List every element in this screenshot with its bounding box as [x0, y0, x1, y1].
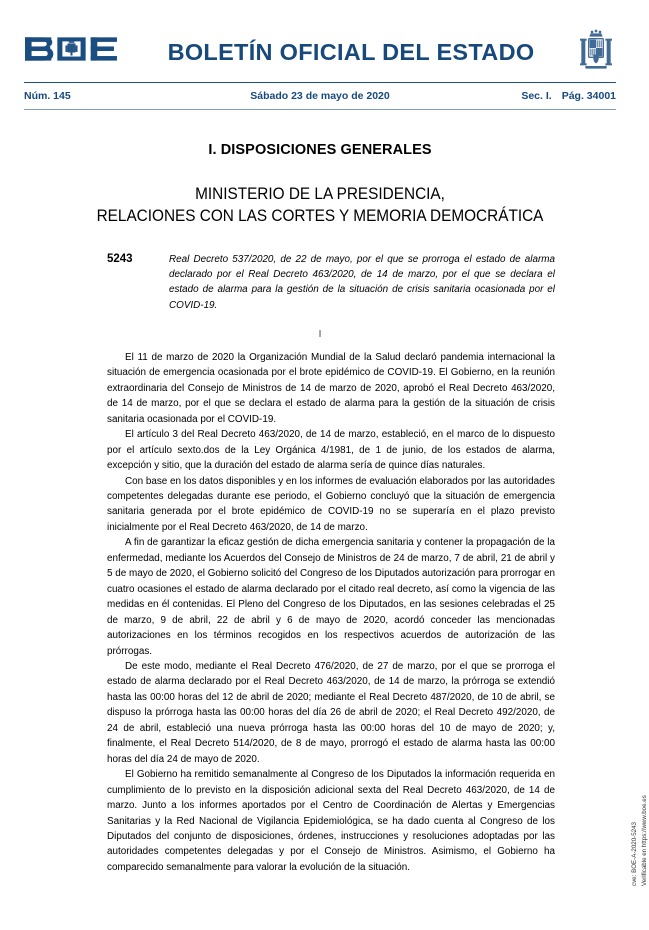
- section-and-page: [456, 90, 616, 102]
- body-paragraph: A fin de garantizar la eficaz gestión de dicha emergencia sanitaria y contener la propagación de la enfermedad, mediante los Acuerdos del Consejo de Ministros de 24 de marzo, 7 de abril, 21 de abril y 5 de mayo de 2020, el Gobierno solicitó del Congreso de los Diputados autorización para prorrogar en cuatro ocasiones el estado de alarma declarado por el citado real decreto, así como la vigencia de las medidas en él contenidas. El Pleno del Congreso de los Diputados, en las sesiones celebradas el 25 de marzo, 9 de abril, 22 de abril y 6 de mayo de 2020, acordó conceder las mencionadas autorizaciones en los términos recogidos en los respectivos acuerdos de autorización de las prórrogas.: [107, 537, 555, 657]
- page-label: Pág. 34001: [561, 90, 616, 102]
- decree-number: 5243: [107, 252, 133, 265]
- ministry-line-2: RELACIONES CON LAS CORTES Y MEMORIA DEMOCRÁTICA: [96, 206, 544, 225]
- masthead: [24, 26, 616, 78]
- masthead-rule-bottom: [24, 109, 616, 110]
- cve-verification-block: [608, 706, 648, 886]
- body-paragraph: Con base en los datos disponibles y en los informes de evaluación elaborados por las autoridades competentes delegadas durante ese periodo, el Gobierno concluyó que la situación de emergencia sanitaria generada por el brote epidémico de COVID-19 no se superaría en el plazo previsto inicialmente por el Real Decreto 463/2020, de 14 de marzo.: [107, 475, 555, 533]
- body-paragraph: De este modo, mediante el Real Decreto 476/2020, de 27 de marzo, por el que se prorroga el estado de alarma declarado por el Real Decreto 463/2020, de 14 de marzo, la prórroga se extendió hasta las 00:00 horas del 12 de abril de 2020; mediante el Real Decreto 487/2020, de 10 de abril, se dispuso la prórroga hasta las 00:00 horas del día 26 de abril de 2020; el Real Decreto 492/2020, de 24 de abril, estableció una nueva prórroga hasta las 00:00 horas del 10 de mayo de 2020; y, finalmente, el Real Decreto 514/2020, de 8 de mayo, prorrogó el estado de alarma hasta las 00:00 horas del día 24 de mayo de 2020.: [107, 660, 555, 765]
- body-paragraph: El Gobierno ha remitido semanalmente al Congreso de los Diputados la información requerida en cumplimiento de lo previsto en la disposición adicional sexta del Real Decreto 463/2020, de 14 de marzo. Junto a los informes aportados por el Centro de Coordinación de Alertas y Emergencias Sanitarias y la Red Nacional de Vigilancia Epidemiológica, se ha dado cuenta al Congreso de los Diputados del conjunto de disposiciones, órdenes, instrucciones y resoluciones adoptadas por las autoridades competentes delegadas y por el Consejo de Ministros. Asimismo, el Gobierno ha comparecido semanalmente para valorar la evolución de la situación.: [107, 769, 555, 873]
- decree-title: Real Decreto 537/2020, de 22 de mayo, por el que se prorroga el estado de alarma declarado por el Real Decreto 463/2020, de 14 de marzo, por el que se declara el estado de alarma para la gestión de la situación de crisis sanitaria ocasionada por el COVID-19.: [169, 253, 555, 311]
- ministry-line-1: MINISTERIO DE LA PRESIDENCIA,: [195, 185, 445, 203]
- body-paragraph: El artículo 3 del Real Decreto 463/2020, de 14 de marzo, estableció, en el marco de lo dispuesto por el artículo sexto.dos de la Ley Orgánica 4/1981, de 1 de junio, de los estados de alarma, excepción y sitio, que la duración del estado de alarma sería de quince días naturales.: [107, 429, 555, 472]
- ministry-heading: [60, 184, 581, 228]
- document-info-bar: [24, 83, 616, 109]
- spain-coat-of-arms-icon: [576, 28, 616, 76]
- masthead-title: BOLETÍN OFICIAL DEL ESTADO: [167, 38, 535, 65]
- roman-numeral-divider: I: [318, 328, 322, 340]
- decree-header: [107, 252, 555, 313]
- issue-number: Núm. 145: [24, 90, 71, 102]
- body-paragraph: El 11 de marzo de 2020 la Organización Mundial de la Salud declaró pandemia internacional la situación de emergencia ocasionada por el brote epidémico de COVID-19. El Gobierno, en la reunión extraordinaria del Consejo de Ministros de 14 de marzo de 2020, aprobó el Real Decreto 463/2020, de 14 de marzo, por el que se declara el estado de alarma para la gestión de la situación de crisis sanitaria ocasionada por el COVID-19.: [107, 351, 555, 425]
- section-label: Sec. I.: [521, 90, 552, 102]
- cve-verification-url: Verificable en https://www.boe.es: [640, 795, 648, 886]
- issue-date: Sábado 23 de mayo de 2020: [250, 90, 390, 102]
- section-heading: I. DISPOSICIONES GENERALES: [208, 142, 432, 158]
- cve-code: cve: BOE-A-2020-5243: [631, 822, 638, 886]
- boe-document-page: [0, 26, 648, 930]
- document-body: [107, 350, 555, 875]
- boe-logo: [24, 35, 120, 69]
